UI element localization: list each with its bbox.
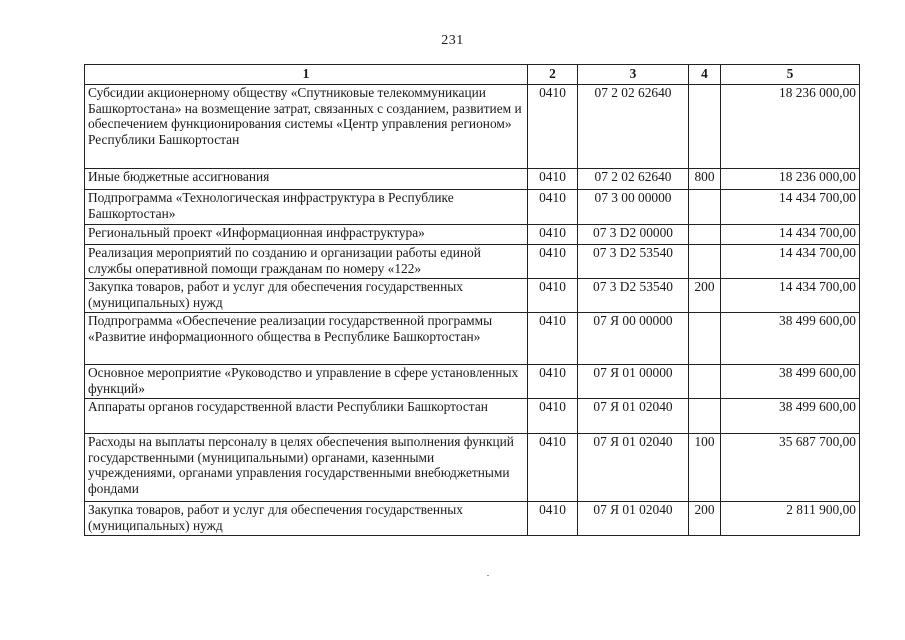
table-row bbox=[85, 225, 860, 245]
row-type: 800 bbox=[689, 169, 721, 190]
row-amount: 35 687 700,00 bbox=[721, 434, 860, 502]
row-type: 200 bbox=[689, 502, 721, 536]
row-name: Аппараты органов государственной власти Республики Башкортостан bbox=[85, 399, 528, 434]
row-type bbox=[689, 225, 721, 245]
row-amount: 14 434 700,00 bbox=[721, 245, 860, 279]
table-row bbox=[85, 85, 860, 169]
row-name: Иные бюджетные ассигнования bbox=[85, 169, 528, 190]
table-row bbox=[85, 434, 860, 502]
row-amount: 14 434 700,00 bbox=[721, 279, 860, 313]
row-code: 07 Я 01 00000 bbox=[578, 365, 689, 399]
row-code: 07 3 D2 53540 bbox=[578, 245, 689, 279]
header-col-3: 3 bbox=[578, 65, 689, 85]
table-row bbox=[85, 313, 860, 365]
row-type bbox=[689, 365, 721, 399]
row-section: 0410 bbox=[528, 169, 578, 190]
row-code: 07 Я 00 00000 bbox=[578, 313, 689, 365]
row-amount: 14 434 700,00 bbox=[721, 190, 860, 225]
row-name: Закупка товаров, работ и услуг для обеспечения государственных (муниципальных) нужд bbox=[85, 502, 528, 536]
header-col-5: 5 bbox=[721, 65, 860, 85]
row-name: Подпрограмма «Технологическая инфраструктура в Республике Башкортостан» bbox=[85, 190, 528, 225]
row-section: 0410 bbox=[528, 279, 578, 313]
table-row bbox=[85, 502, 860, 536]
row-type bbox=[689, 399, 721, 434]
table-row bbox=[85, 365, 860, 399]
row-name: Субсидии акционерному обществу «Спутниковые телекоммуникации Башкортостана» на возмещение затрат, связанных с созданием, развитием и обеспечением функционирования системы «Центр управления регионом» Республики Башкортостан bbox=[85, 85, 528, 169]
page-number: 231 bbox=[441, 33, 464, 48]
row-amount: 18 236 000,00 bbox=[721, 169, 860, 190]
row-amount: 2 811 900,00 bbox=[721, 502, 860, 536]
row-name: Региональный проект «Информационная инфраструктура» bbox=[85, 225, 528, 245]
row-section: 0410 bbox=[528, 245, 578, 279]
row-name: Расходы на выплаты персоналу в целях обеспечения выполнения функций государственными (муниципальными) органами, казенными учреждениями, органами управления государственными внебюджетными фондами bbox=[85, 434, 528, 502]
row-name: Реализация мероприятий по созданию и организации работы единой службы оперативной помощи гражданам по номеру «122» bbox=[85, 245, 528, 279]
row-section: 0410 bbox=[528, 434, 578, 502]
row-type bbox=[689, 313, 721, 365]
header-col-1: 1 bbox=[85, 65, 528, 85]
row-code: 07 3 00 00000 bbox=[578, 190, 689, 225]
table-row bbox=[85, 399, 860, 434]
row-type bbox=[689, 245, 721, 279]
row-name: Основное мероприятие «Руководство и управление в сфере установленных функций» bbox=[85, 365, 528, 399]
table-header-row bbox=[85, 65, 860, 85]
row-section: 0410 bbox=[528, 225, 578, 245]
budget-table bbox=[84, 64, 860, 536]
row-code: 07 2 02 62640 bbox=[578, 85, 689, 169]
row-code: 07 3 D2 53540 bbox=[578, 279, 689, 313]
row-section: 0410 bbox=[528, 365, 578, 399]
row-amount: 18 236 000,00 bbox=[721, 85, 860, 169]
table-row bbox=[85, 245, 860, 279]
row-name: Подпрограмма «Обеспечение реализации государственной программы «Развитие информационного общества в Республике Башкортостан» bbox=[85, 313, 528, 365]
row-amount: 38 499 600,00 bbox=[721, 399, 860, 434]
row-name: Закупка товаров, работ и услуг для обеспечения государственных (муниципальных) нужд bbox=[85, 279, 528, 313]
row-code: 07 Я 01 02040 bbox=[578, 434, 689, 502]
table-row bbox=[85, 279, 860, 313]
row-amount: 38 499 600,00 bbox=[721, 313, 860, 365]
row-type: 200 bbox=[689, 279, 721, 313]
header-col-4: 4 bbox=[689, 65, 721, 85]
row-code: 07 3 D2 00000 bbox=[578, 225, 689, 245]
table-row bbox=[85, 169, 860, 190]
scan-speck bbox=[487, 575, 489, 576]
row-section: 0410 bbox=[528, 190, 578, 225]
row-code: 07 Я 01 02040 bbox=[578, 399, 689, 434]
row-section: 0410 bbox=[528, 85, 578, 169]
row-type bbox=[689, 85, 721, 169]
row-type: 100 bbox=[689, 434, 721, 502]
table-row bbox=[85, 190, 860, 225]
row-amount: 38 499 600,00 bbox=[721, 365, 860, 399]
row-section: 0410 bbox=[528, 313, 578, 365]
row-code: 07 2 02 62640 bbox=[578, 169, 689, 190]
header-col-2: 2 bbox=[528, 65, 578, 85]
row-amount: 14 434 700,00 bbox=[721, 225, 860, 245]
row-section: 0410 bbox=[528, 399, 578, 434]
row-type bbox=[689, 190, 721, 225]
row-code: 07 Я 01 02040 bbox=[578, 502, 689, 536]
row-section: 0410 bbox=[528, 502, 578, 536]
